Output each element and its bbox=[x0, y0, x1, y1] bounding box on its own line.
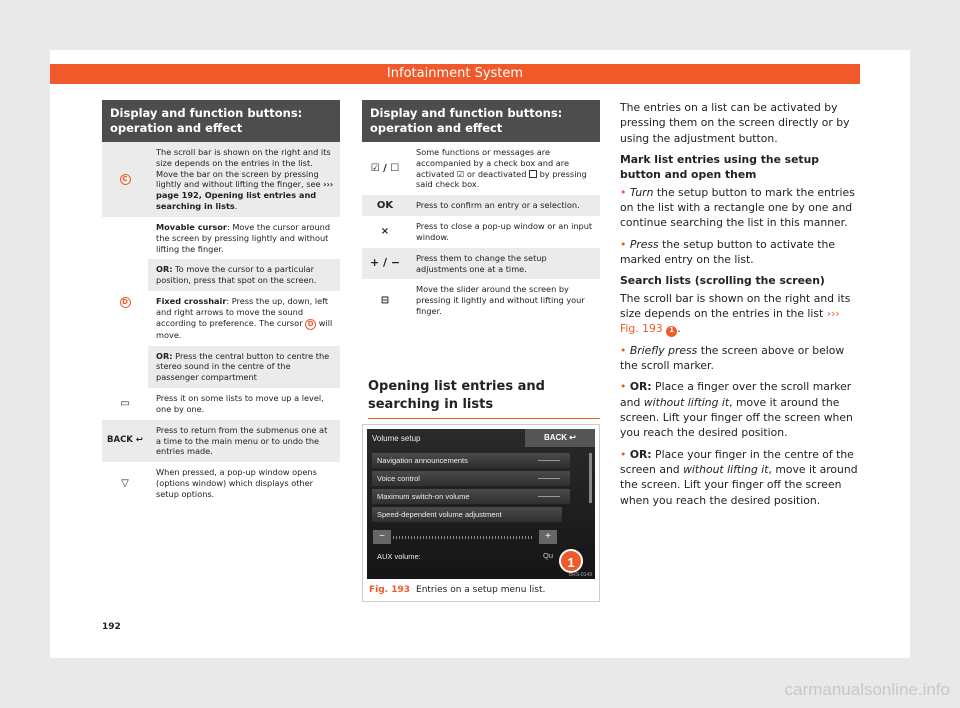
dropdown-icon: ▽ bbox=[121, 477, 129, 489]
figure-code: BRS-0149 bbox=[568, 572, 592, 578]
row-description: Movable cursor: Move the cursor around the screen by pressing lightly and without lifting the finger. bbox=[156, 221, 331, 254]
volume-slider[interactable] bbox=[393, 536, 533, 539]
row-description: Move the slider around the screen by pressing it lightly and without lifting your finger. bbox=[416, 284, 585, 316]
bullet: • Press the setup button to activate the marked entry on the list. bbox=[620, 237, 836, 266]
close-icon: × bbox=[380, 226, 390, 238]
row-description: Press to confirm an entry or a selection. bbox=[416, 200, 580, 211]
table-left bbox=[102, 100, 340, 505]
list-item[interactable]: Voice control bbox=[372, 471, 570, 486]
figure-link[interactable]: ››› Fig. 193 bbox=[620, 306, 840, 336]
table-row bbox=[362, 216, 600, 248]
back-button[interactable]: BACK ↩ bbox=[525, 429, 595, 447]
table-row bbox=[102, 420, 340, 462]
back-button-symbol: BACK ↩ bbox=[107, 435, 143, 446]
row-description: Fixed crosshair: Press the up, down, left and right arrows to move the sound according to preference. The cursor D will move. bbox=[156, 295, 333, 340]
scroll-bar-symbol: C bbox=[102, 142, 148, 217]
figure-caption: Fig. 193 Entries on a setup menu list. bbox=[369, 585, 546, 595]
ok-symbol: OK bbox=[376, 200, 394, 211]
table-row bbox=[102, 142, 340, 217]
cursor-symbol: D bbox=[305, 319, 316, 330]
slider-icon: ⊟ bbox=[380, 294, 390, 306]
page-reference-link[interactable]: ››› page 192, Opening list entries and searching in lists bbox=[156, 179, 334, 212]
bullet: • OR: Place a finger over the scroll marker and without lifting it, move it around the screen. Lift your finger off the screen when you reach the desired position. bbox=[620, 380, 853, 440]
infotainment-screen bbox=[367, 429, 595, 579]
table-right-title: Display and function buttons: operation and effect bbox=[362, 100, 600, 142]
row-description: OR: To move the cursor to a particular position, press that spot on the screen. bbox=[148, 259, 340, 291]
row-description: OR: Press the central button to centre the stereo sound in the centre of the passenger compartment bbox=[148, 346, 340, 388]
table-right bbox=[362, 100, 600, 322]
list-item[interactable]: Maximum switch-on volume bbox=[372, 489, 570, 504]
table-row bbox=[102, 388, 340, 420]
minus-button[interactable]: − bbox=[373, 530, 391, 544]
figure-193 bbox=[362, 424, 600, 602]
bullet: • Briefly press the screen above or below the scroll marker. bbox=[620, 343, 845, 373]
row-description: Press them to change the setup adjustments one at a time. bbox=[416, 252, 547, 274]
row-description: The scroll bar is shown on the right and its size depends on the entries in the list. Move the bar on the screen by pressing lightly and without lifting the finger, see ››› page 192, Opening list entries and searching in lists. bbox=[156, 146, 334, 212]
checkbox-icon: ☑ / ☐ bbox=[370, 162, 400, 174]
table-row bbox=[362, 248, 600, 280]
bullet: • OR: Place your finger in the centre of the screen and without lifting it, move it around the screen. Lift your finger off the screen when you reach the desired position. bbox=[620, 447, 858, 507]
plus-minus-icon: + / − bbox=[369, 256, 401, 270]
table-left-title: Display and function buttons: operation and effect bbox=[102, 100, 340, 142]
cursor-symbol: D bbox=[102, 217, 148, 388]
paragraph: The scroll bar is shown on the right and its size depends on the entries in the list ››› Fig. 193 1 . bbox=[620, 291, 851, 336]
folder-icon: ▭ bbox=[120, 398, 130, 410]
subheading: Mark list entries using the setup button and open them bbox=[620, 152, 819, 182]
row-description: Press it on some lists to move up a level, one by one. bbox=[156, 393, 324, 414]
row-description: Press to return from the submenus one at a time to the main menu or to undo the entries made. bbox=[156, 424, 328, 457]
table-row bbox=[362, 142, 600, 195]
row-description: Some functions or messages are accompanied by a check box and are activated ☑ or deactivated by pressing said check box. bbox=[416, 146, 587, 190]
page-header: Infotainment System bbox=[50, 64, 860, 84]
plus-button[interactable]: + bbox=[539, 530, 557, 544]
table-row bbox=[362, 279, 600, 321]
aux-volume-value: Qu bbox=[543, 551, 554, 560]
checkbox-empty-icon bbox=[529, 170, 537, 178]
watermark: carmanualsonline.info bbox=[784, 680, 950, 699]
paragraph: The entries on a list can be activated by pressing them on the screen directly or by using the adjustment button. bbox=[620, 101, 850, 145]
bullet: • Turn the setup button to mark the entries on the list with a rectangle one by one and continue searching the list in this manner. bbox=[620, 185, 855, 230]
row-description: Press to close a pop-up window or an input window. bbox=[416, 221, 593, 242]
callout-1: 1 bbox=[559, 549, 583, 573]
body-text bbox=[620, 100, 860, 514]
subheading: Search lists (scrolling the screen) bbox=[620, 274, 825, 288]
list-item[interactable]: Navigation announcements bbox=[372, 453, 570, 468]
table-row bbox=[102, 462, 340, 504]
list-item[interactable]: AUX volume: bbox=[377, 552, 421, 561]
list-item[interactable]: Speed-dependent volume adjustment bbox=[372, 507, 562, 522]
scroll-bar[interactable] bbox=[589, 453, 592, 503]
screen-title: Volume setup bbox=[372, 434, 421, 443]
table-row bbox=[362, 195, 600, 216]
section-title: Opening list entries and searching in lists bbox=[368, 378, 600, 419]
table-row bbox=[102, 217, 340, 388]
page-number: 192 bbox=[102, 622, 121, 632]
row-description: When pressed, a pop-up window opens (options window) which displays other setup options. bbox=[156, 467, 317, 499]
